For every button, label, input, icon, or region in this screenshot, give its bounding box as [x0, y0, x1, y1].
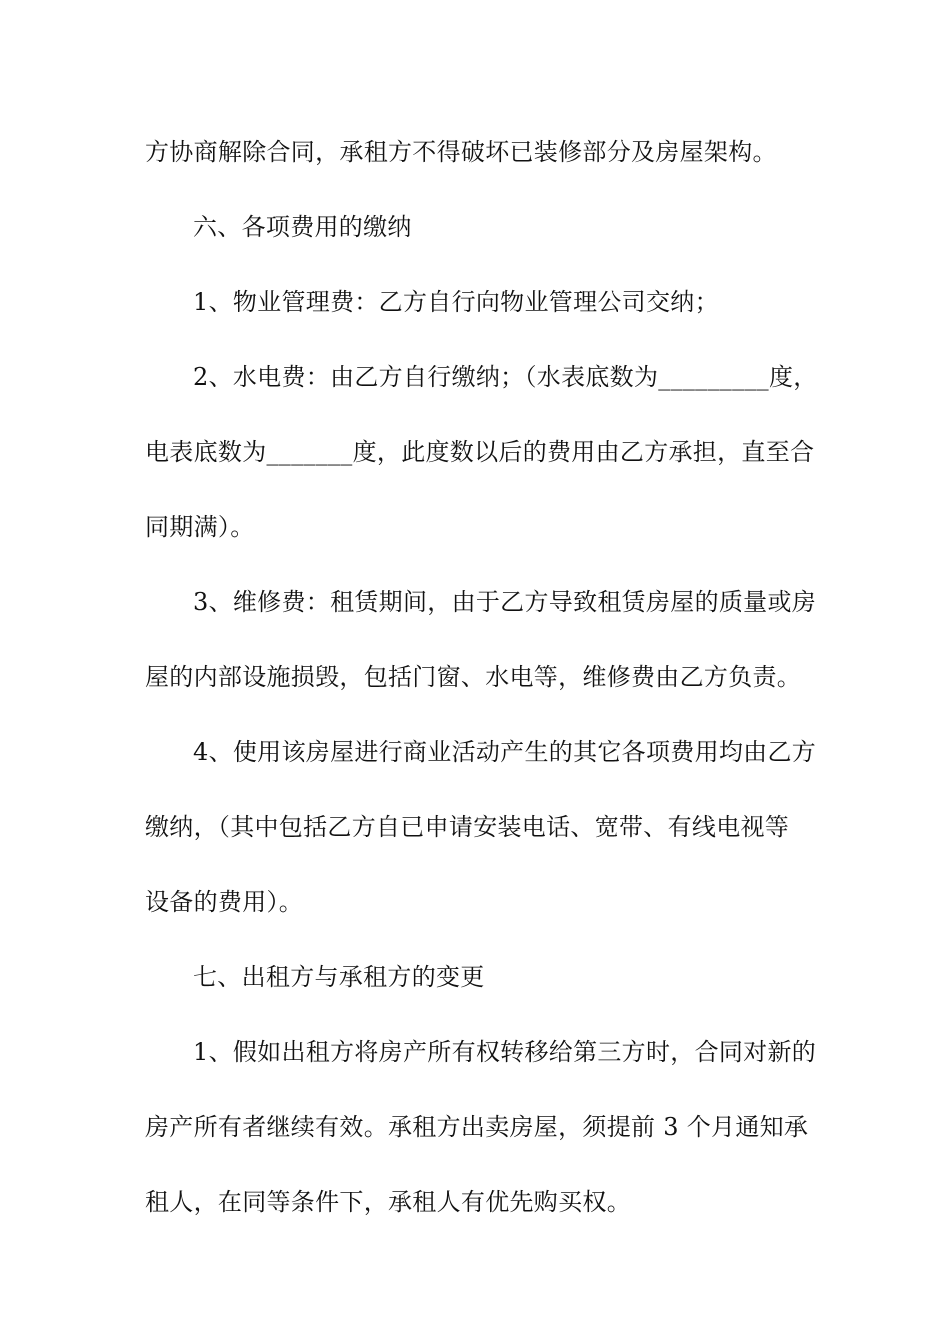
clause-7-1-line-3: 租人，在同等条件下，承租人有优先购买权。	[145, 1188, 631, 1216]
clause-6-2-line-1: 2、水电费：由乙方自行缴纳；（水表底数为_________度，	[193, 363, 818, 391]
clause-6-2-line-2: 电表底数为_______度，此度数以后的费用由乙方承担，直至合	[145, 438, 815, 466]
text-line-1: 方协商解除合同，承租方不得破坏已装修部分及房屋架构。	[145, 138, 777, 166]
clause-6-1: 1、物业管理费：乙方自行向物业管理公司交纳；	[193, 288, 719, 316]
clause-6-4-line-2: 缴纳，（其中包括乙方自已申请安装电话、宽带、有线电视等	[145, 813, 790, 841]
section-heading-7: 七、出租方与承租方的变更	[193, 963, 485, 991]
clause-7-1-line-2: 房产所有者继续有效。承租方出卖房屋，须提前 3 个月通知承	[145, 1113, 809, 1141]
section-heading-6: 六、各项费用的缴纳	[193, 213, 412, 241]
clause-6-2-line-3: 同期满）。	[145, 513, 255, 541]
clause-6-4-line-3: 设备的费用）。	[145, 888, 304, 916]
clause-6-4-line-1: 4、使用该房屋进行商业活动产生的其它各项费用均由乙方	[193, 738, 817, 766]
clause-6-3-line-2: 屋的内部设施损毁，包括门窗、水电等，维修费由乙方负责。	[145, 663, 802, 691]
clause-7-1-line-1: 1、假如出租方将房产所有权转移给第三方时，合同对新的	[193, 1038, 817, 1066]
clause-6-3-line-1: 3、维修费：租赁期间，由于乙方导致租赁房屋的质量或房	[193, 588, 817, 616]
